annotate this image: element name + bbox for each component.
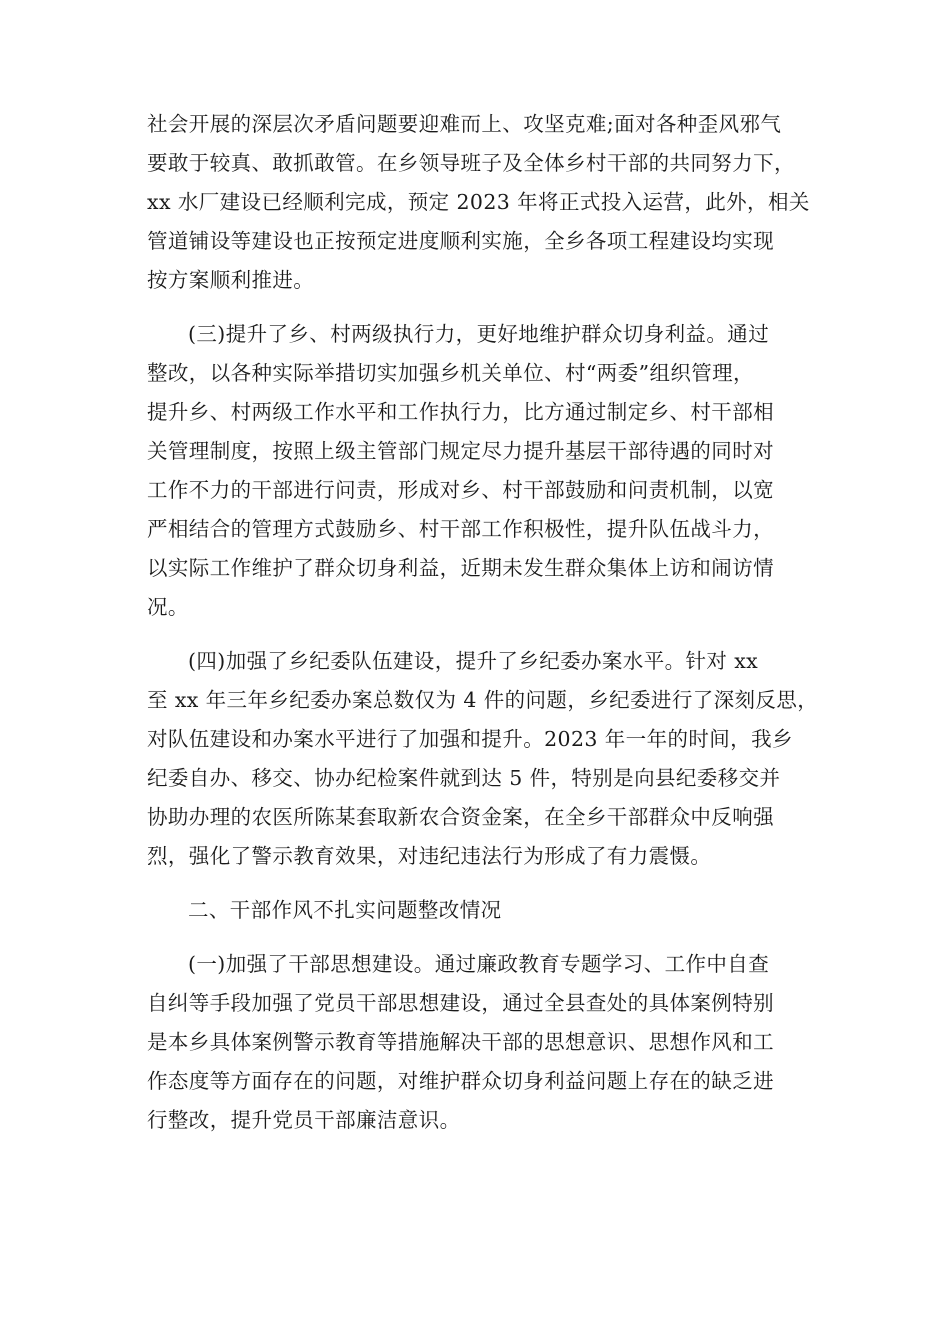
text-line: (一)加强了干部思想建设。通过廉政教育专题学习、工作中自查 xyxy=(188,952,770,976)
text-line: 是本乡具体案例警示教育等措施解决干部的思想意识、思想作风和工 xyxy=(147,1030,774,1054)
text-line: 行整改，提升党员干部廉洁意识。 xyxy=(147,1108,461,1132)
text-line: 社会开展的深层次矛盾问题要迎难而上、攻坚克难;面对各种歪风邪气 xyxy=(147,112,782,136)
text-line: xx 水厂建设已经顺利完成，预定 2023 年将正式投入运营，此外，相关 xyxy=(147,190,810,214)
text-line: 提升乡、村两级工作水平和工作执行力，比方通过制定乡、村干部相 xyxy=(147,400,774,424)
text-line: 况。 xyxy=(147,595,189,619)
text-line: 管道铺设等建设也正按预定进度顺利实施，全乡各项工程建设均实现 xyxy=(147,229,774,253)
text-line: 严相结合的管理方式鼓励乡、村干部工作积极性，提升队伍战斗力， xyxy=(147,517,774,541)
text-line: 对队伍建设和办案水平进行了加强和提升。2023 年一年的时间，我乡 xyxy=(147,727,793,751)
text-line: 关管理制度，按照上级主管部门规定尽力提升基层干部待遇的同时对 xyxy=(147,439,774,463)
text-line: 作态度等方面存在的问题，对维护群众切身利益问题上存在的缺乏进 xyxy=(147,1069,774,1093)
heading-text: 二、干部作风不扎实问题整改情况 xyxy=(188,898,502,922)
text-line: 整改，以各种实际举措切实加强乡机关单位、村“两委”组织管理， xyxy=(147,361,754,385)
text-line: 要敢于较真、敢抓敢管。在乡领导班子及全体乡村干部的共同努力下， xyxy=(147,151,795,175)
document-body xyxy=(147,105,819,1140)
text-line: 烈，强化了警示教育效果，对违纪违法行为形成了有力震慑。 xyxy=(147,844,712,868)
paragraph-continuation xyxy=(147,105,810,300)
text-line: 按方案顺利推进。 xyxy=(147,268,315,292)
text-line: 工作不力的干部进行问责，形成对乡、村干部鼓励和问责机制，以宽 xyxy=(147,478,774,502)
paragraph-subsection-1 xyxy=(147,945,807,1140)
text-line: (三)提升了乡、村两级执行力，更好地维护群众切身利益。通过 xyxy=(188,322,770,346)
paragraph-section-3 xyxy=(147,315,807,627)
text-line: 协助办理的农医所陈某套取新农合资金案，在全乡干部群众中反响强 xyxy=(147,805,774,829)
text-line: (四)加强了乡纪委队伍建设，提升了乡纪委办案水平。针对 xx xyxy=(188,649,759,673)
text-line: 至 xx 年三年乡纪委办案总数仅为 4 件的问题，乡纪委进行了深刻反思， xyxy=(147,688,819,712)
text-line: 以实际工作维护了群众切身利益，近期未发生群众集体上访和闹访情 xyxy=(147,556,774,580)
paragraph-section-4 xyxy=(147,642,819,876)
text-line: 纪委自办、移交、协办纪检案件就到达 5 件，特别是向县纪委移交并 xyxy=(147,766,781,790)
text-line: 自纠等手段加强了党员干部思想建设，通过全县查处的具体案例特别 xyxy=(147,991,774,1015)
section-heading xyxy=(147,891,807,930)
